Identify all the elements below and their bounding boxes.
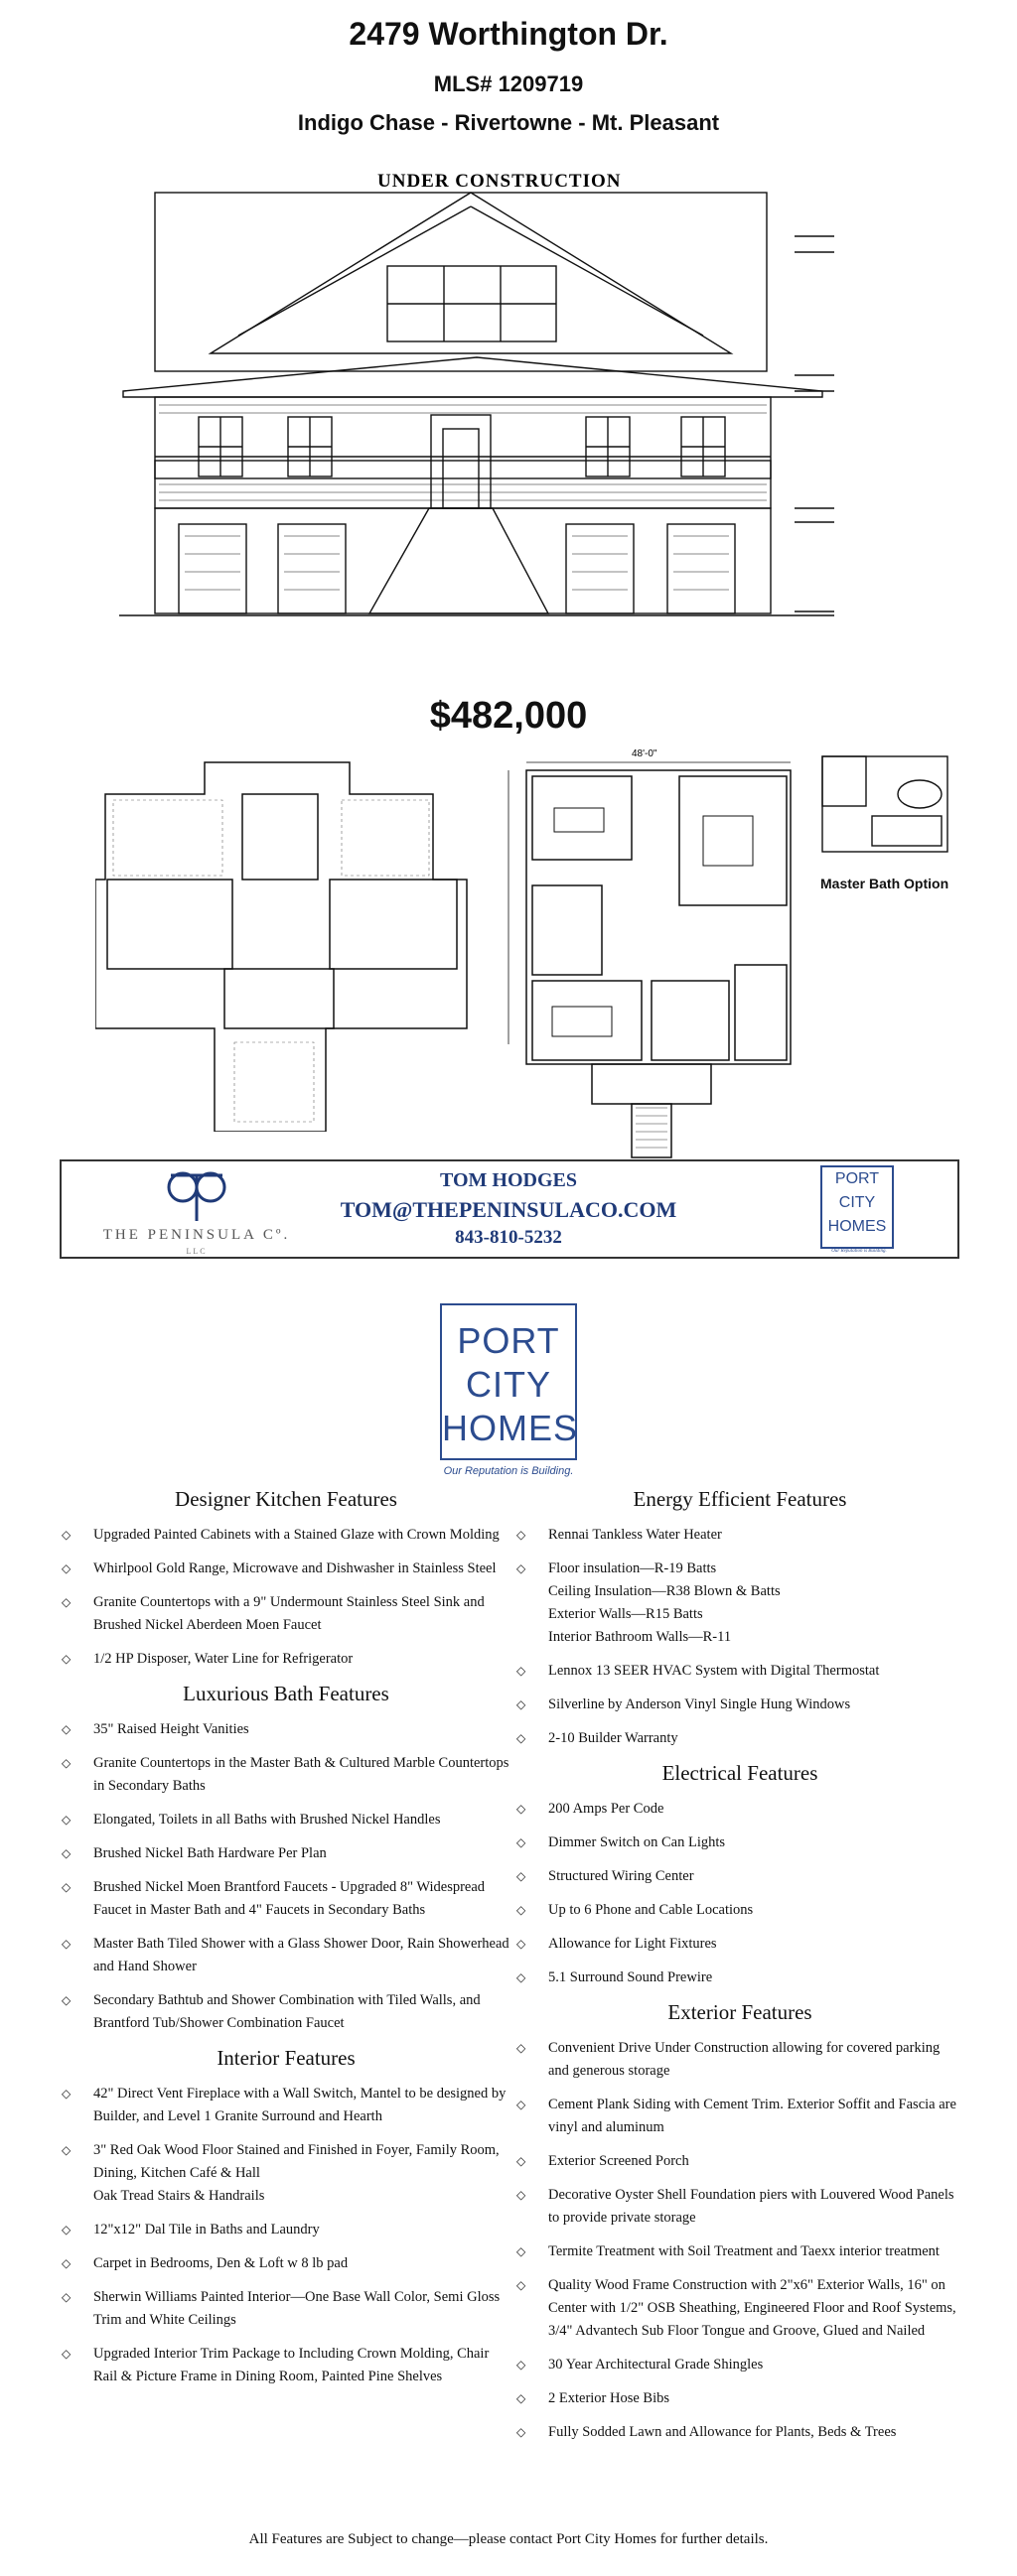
diamond-bullet-icon: ◇ xyxy=(516,2041,526,2055)
diamond-bullet-icon: ◇ xyxy=(62,1880,72,1894)
feature-text: 5.1 Surround Sound Prewire xyxy=(548,1969,713,1985)
diamond-bullet-icon: ◇ xyxy=(516,1528,526,1542)
agent-phone[interactable]: 843-810-5232 xyxy=(455,1227,562,1248)
feature-text: Sherwin Williams Painted Interior—One Base Wall Color, Semi Gloss Trim and White Ceilings xyxy=(93,2289,501,2328)
subdivision: Indigo Chase - Rivertowne - Mt. Pleasant xyxy=(297,110,720,135)
diamond-bullet-icon: ◇ xyxy=(62,2143,72,2157)
property-address: 2479 Worthington Dr. xyxy=(349,16,668,52)
diamond-bullet-icon: ◇ xyxy=(62,1756,72,1770)
diamond-bullet-icon: ◇ xyxy=(516,2278,526,2292)
feature-section xyxy=(62,1487,510,1671)
feature-item xyxy=(62,1524,510,1547)
feature-item xyxy=(62,2139,510,2208)
section-title: Interior Features xyxy=(217,2046,356,2070)
feature-item xyxy=(62,1933,510,1978)
diamond-bullet-icon: ◇ xyxy=(516,2098,526,2111)
feature-item xyxy=(516,2354,963,2376)
feature-item xyxy=(516,2387,963,2410)
diamond-bullet-icon: ◇ xyxy=(62,1595,72,1609)
port-city-homes-logo xyxy=(440,1303,577,1460)
feature-text: 12"x12" Dal Tile in Baths and Laundry xyxy=(93,2222,320,2237)
feature-item xyxy=(62,2343,510,2388)
diamond-bullet-icon: ◇ xyxy=(516,1561,526,1575)
feature-item xyxy=(62,1809,510,1831)
diamond-bullet-icon: ◇ xyxy=(62,1993,72,2007)
feature-text: Upgraded Painted Cabinets with a Stained Glaze with Crown Molding xyxy=(93,1527,500,1543)
diamond-bullet-icon: ◇ xyxy=(62,1846,72,1860)
mls-number: MLS# 1209719 xyxy=(433,71,584,96)
feature-item xyxy=(516,2274,963,2343)
feature-item xyxy=(516,1524,963,1547)
section-title: Energy Efficient Features xyxy=(633,1487,847,1511)
feature-text: Structured Wiring Center xyxy=(548,1868,694,1884)
diamond-bullet-icon: ◇ xyxy=(516,2154,526,2168)
house-elevation-drawing xyxy=(119,167,914,663)
feature-item xyxy=(516,2184,963,2230)
port-city-homes-logo-small xyxy=(820,1165,894,1249)
diamond-bullet-icon: ◇ xyxy=(516,1697,526,1711)
diamond-bullet-icon: ◇ xyxy=(62,2347,72,2361)
plan-width-dimension: 48'-0" xyxy=(632,748,657,759)
feature-item xyxy=(516,1694,963,1716)
feature-item xyxy=(516,1727,963,1750)
feature-text: Cement Plank Siding with Cement Trim. Exterior Soffit and Fascia are vinyl and aluminum xyxy=(548,2097,956,2135)
diamond-bullet-icon: ◇ xyxy=(516,2358,526,2372)
feature-item xyxy=(62,2219,510,2241)
feature-item xyxy=(516,1966,963,1989)
peninsula-company-suffix: LLC xyxy=(186,1247,208,1256)
logo-word: PORT xyxy=(834,1170,880,1187)
feature-text: Allowance for Light Fixtures xyxy=(548,1936,717,1952)
agent-email-link[interactable]: TOM@THEPENINSULACO.COM xyxy=(340,1197,677,1222)
feature-text: Silverline by Anderson Vinyl Single Hung Windows xyxy=(548,1696,851,1712)
diamond-bullet-icon: ◇ xyxy=(516,1903,526,1917)
feature-text: Brushed Nickel Bath Hardware Per Plan xyxy=(93,1845,327,1861)
section-title: Luxurious Bath Features xyxy=(183,1682,389,1705)
feature-item xyxy=(516,1660,963,1683)
agent-name: TOM HODGES xyxy=(440,1169,577,1191)
feature-item xyxy=(62,1718,510,1741)
feature-text: Rennai Tankless Water Heater xyxy=(548,1527,722,1543)
diamond-bullet-icon: ◇ xyxy=(516,1937,526,1951)
feature-item xyxy=(516,1831,963,1854)
diamond-bullet-icon: ◇ xyxy=(62,2290,72,2304)
logo-tagline: Our Reputation is Building. xyxy=(443,1465,574,1477)
diamond-bullet-icon: ◇ xyxy=(516,2425,526,2439)
disclaimer-footer: All Features are Subject to change—please contact Port City Homes for further details. xyxy=(248,2531,769,2547)
main-floor-plan xyxy=(493,746,830,1159)
feature-text: Lennox 13 SEER HVAC System with Digital Thermostat xyxy=(548,1663,880,1679)
features-left-column xyxy=(62,1487,510,2399)
feature-section xyxy=(516,1487,963,1750)
contact-banner xyxy=(60,1159,959,1259)
logo-word: CITY xyxy=(838,1194,876,1211)
feature-text: Dimmer Switch on Can Lights xyxy=(548,1834,726,1850)
diamond-bullet-icon: ◇ xyxy=(516,1869,526,1883)
feature-text: Floor insulation—R-19 Batts Ceiling Insulation—R38 Blown & Batts Exterior Walls—R15 Batts Interior Bathroom Walls—R-11 xyxy=(548,1560,781,1645)
feature-item xyxy=(62,1752,510,1798)
feature-text: Secondary Bathtub and Shower Combination with Tiled Walls, and Brantford Tub/Shower Combination Faucet xyxy=(93,1992,481,2031)
logo-word: HOMES xyxy=(442,1408,579,1448)
feature-item xyxy=(516,2150,963,2173)
diamond-bullet-icon: ◇ xyxy=(62,2087,72,2101)
feature-item xyxy=(516,1899,963,1922)
feature-text: Termite Treatment with Soil Treatment and Taexx interior treatment xyxy=(548,2243,940,2259)
diamond-bullet-icon: ◇ xyxy=(62,2223,72,2237)
section-title: Designer Kitchen Features xyxy=(175,1487,397,1511)
feature-text: Master Bath Tiled Shower with a Glass Shower Door, Rain Showerhead and Hand Shower xyxy=(93,1936,509,1974)
master-bath-option-label: Master Bath Option xyxy=(820,876,949,891)
features-right-column xyxy=(516,1487,963,2455)
feature-item xyxy=(516,1933,963,1956)
feature-text: Decorative Oyster Shell Foundation piers with Louvered Wood Panels to provide private storage xyxy=(548,2187,954,2226)
feature-item xyxy=(62,2083,510,2128)
feature-text: 42" Direct Vent Fireplace with a Wall Switch, Mantel to be designed by Builder, and Level 1 Granite Surround and Hearth xyxy=(93,2086,507,2124)
diamond-bullet-icon: ◇ xyxy=(516,2188,526,2202)
feature-section xyxy=(516,1761,963,1989)
feature-text: Granite Countertops in the Master Bath & Cultured Marble Countertops in Secondary Baths xyxy=(93,1755,509,1794)
under-construction-label: UNDER CONSTRUCTION xyxy=(377,171,622,192)
feature-text: Upgraded Interior Trim Package to Including Crown Molding, Chair Rail & Picture Frame in Dining Room, Painted Pine Shelves xyxy=(93,2346,490,2384)
feature-text: Quality Wood Frame Construction with 2"x6" Exterior Walls, 16" on Center with 1/2" OSB Sheathing, Engineered Floor and Roof Systems, 3/4" Advantech Sub Floor Tongue and Groove, Glued and Nailed xyxy=(548,2277,956,2339)
diamond-bullet-icon: ◇ xyxy=(62,2256,72,2270)
feature-text: Elongated, Toilets in all Baths with Brushed Nickel Handles xyxy=(93,1812,441,1828)
diamond-bullet-icon: ◇ xyxy=(516,1970,526,1984)
diamond-bullet-icon: ◇ xyxy=(516,1802,526,1816)
feature-item xyxy=(62,1876,510,1922)
peninsula-company-name: THE PENINSULA Cº. xyxy=(102,1227,291,1243)
diamond-bullet-icon: ◇ xyxy=(62,1652,72,1666)
feature-section xyxy=(62,1682,510,2035)
section-title: Electrical Features xyxy=(661,1761,818,1785)
diamond-bullet-icon: ◇ xyxy=(62,1722,72,1736)
upper-floor-plan xyxy=(95,754,469,1132)
master-bath-option-plan xyxy=(820,754,949,854)
feature-item xyxy=(62,1842,510,1865)
peninsula-logo xyxy=(68,1167,326,1256)
feature-text: 200 Amps Per Code xyxy=(548,1801,664,1817)
feature-text: Whirlpool Gold Range, Microwave and Dishwasher in Stainless Steel xyxy=(93,1560,497,1576)
feature-item xyxy=(62,1648,510,1671)
feature-item xyxy=(516,1558,963,1649)
diamond-bullet-icon: ◇ xyxy=(62,1528,72,1542)
feature-section xyxy=(516,2000,963,2444)
logo-word: HOMES xyxy=(827,1218,887,1235)
diamond-bullet-icon: ◇ xyxy=(516,1835,526,1849)
section-title: Exterior Features xyxy=(667,2000,812,2024)
feature-item xyxy=(516,2421,963,2444)
diamond-bullet-icon: ◇ xyxy=(62,1813,72,1827)
feature-item xyxy=(516,2094,963,2139)
feature-text: 1/2 HP Disposer, Water Line for Refrigerator xyxy=(93,1651,354,1667)
logo-tagline-small: Our Reputation is Building. xyxy=(831,1249,887,1254)
feature-item xyxy=(62,2252,510,2275)
feature-item xyxy=(516,2037,963,2083)
diamond-bullet-icon: ◇ xyxy=(516,1664,526,1678)
feature-item xyxy=(62,1989,510,2035)
feature-text: 30 Year Architectural Grade Shingles xyxy=(548,2357,764,2373)
listing-price: $482,000 xyxy=(429,695,588,737)
feature-text: Exterior Screened Porch xyxy=(548,2153,689,2169)
logo-word: PORT xyxy=(457,1320,560,1361)
diamond-bullet-icon: ◇ xyxy=(516,2391,526,2405)
feature-text: Convenient Drive Under Construction allowing for covered parking and generous storage xyxy=(548,2040,941,2079)
feature-text: Fully Sodded Lawn and Allowance for Plants, Beds & Trees xyxy=(548,2424,897,2440)
feature-section xyxy=(62,2046,510,2388)
feature-item xyxy=(516,1798,963,1821)
diamond-bullet-icon: ◇ xyxy=(62,1561,72,1575)
feature-text: 2-10 Builder Warranty xyxy=(548,1730,678,1746)
feature-text: Granite Countertops with a 9" Undermount Stainless Steel Sink and Brushed Nickel Aberdeen Moen Faucet xyxy=(93,1594,485,1633)
diamond-bullet-icon: ◇ xyxy=(516,2244,526,2258)
feature-text: 3" Red Oak Wood Floor Stained and Finished in Foyer, Family Room, Dining, Kitchen Café & Hall Oak Tread Stairs & Handrails xyxy=(93,2142,500,2204)
feature-item xyxy=(516,1865,963,1888)
logo-word: CITY xyxy=(465,1364,551,1405)
feature-text: 2 Exterior Hose Bibs xyxy=(548,2390,670,2406)
peninsula-monogram-icon xyxy=(68,1167,326,1223)
feature-text: Brushed Nickel Moen Brantford Faucets - Upgraded 8" Widespread Faucet in Master Bath and 4" Faucets in Secondary Baths xyxy=(93,1879,486,1918)
feature-item xyxy=(62,1591,510,1637)
feature-text: 35" Raised Height Vanities xyxy=(93,1721,249,1737)
feature-item xyxy=(516,2240,963,2263)
diamond-bullet-icon: ◇ xyxy=(62,1937,72,1951)
feature-item xyxy=(62,2286,510,2332)
feature-text: Up to 6 Phone and Cable Locations xyxy=(548,1902,754,1918)
feature-text: Carpet in Bedrooms, Den & Loft w 8 lb pad xyxy=(93,2255,349,2271)
feature-item xyxy=(62,1558,510,1580)
diamond-bullet-icon: ◇ xyxy=(516,1731,526,1745)
